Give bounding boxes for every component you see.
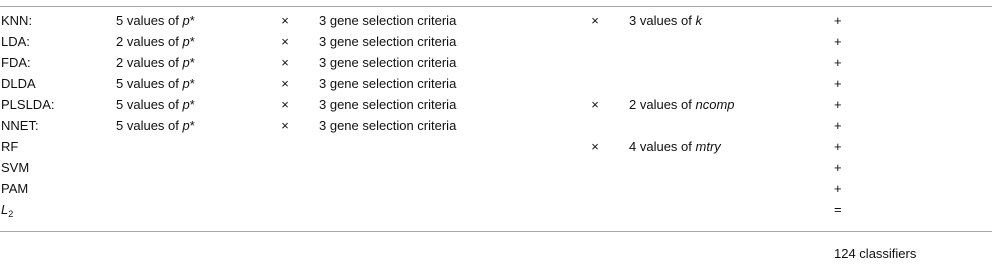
classifier-name: DLDA	[1, 76, 36, 91]
times-sign: ×	[281, 76, 289, 91]
times-sign: ×	[281, 97, 289, 112]
classifier-name: PAM	[1, 181, 29, 196]
p-values-cell: 5 values of p*	[116, 76, 195, 91]
operator-sign: +	[834, 139, 842, 154]
classifier-table	[0, 12, 992, 222]
times-sign: ×	[281, 118, 289, 133]
operator-sign: +	[834, 34, 842, 49]
table-row	[0, 180, 992, 201]
classifier-name: NNET:	[1, 118, 39, 133]
p-values-cell: 5 values of p*	[116, 13, 195, 28]
classifier-name: FDA:	[1, 55, 31, 70]
parameter-values-cell: 2 values of ncomp	[629, 97, 735, 112]
times-sign: ×	[281, 55, 289, 70]
gene-selection-cell: 3 gene selection criteria	[319, 34, 457, 49]
table-row	[0, 138, 992, 159]
classifier-total: 124 classifiers	[834, 246, 917, 261]
table-row	[0, 12, 992, 33]
operator-sign: +	[834, 97, 842, 112]
times-sign: ×	[591, 139, 599, 154]
classifier-name: $L_2$	[1, 202, 14, 219]
operator-sign: +	[834, 76, 842, 91]
operator-sign: +	[834, 55, 842, 70]
parameter-values-cell: 4 values of mtry	[629, 139, 721, 154]
gene-selection-cell: 3 gene selection criteria	[319, 97, 457, 112]
table-row	[0, 117, 992, 138]
table-row	[0, 201, 992, 222]
gene-selection-cell: 3 gene selection criteria	[319, 76, 457, 91]
p-values-cell: 5 values of p*	[116, 97, 195, 112]
times-sign: ×	[591, 97, 599, 112]
classifier-name: KNN:	[1, 13, 33, 28]
p-values-cell: 5 values of p*	[116, 118, 195, 133]
classifier-name: SVM	[1, 160, 30, 175]
table-row	[0, 96, 992, 117]
times-sign: ×	[591, 13, 599, 28]
gene-selection-cell: 3 gene selection criteria	[319, 55, 457, 70]
p-values-cell: 2 values of p*	[116, 55, 195, 70]
classifier-name: LDA:	[1, 34, 30, 49]
equals-sign: =	[834, 202, 842, 217]
top-rule	[0, 6, 992, 7]
table-row	[0, 33, 992, 54]
parameter-values-cell: 3 values of k	[629, 13, 702, 28]
gene-selection-cell: 3 gene selection criteria	[319, 13, 457, 28]
table-row	[0, 75, 992, 96]
operator-sign: +	[834, 13, 842, 28]
table-row	[0, 159, 992, 180]
times-sign: ×	[281, 13, 289, 28]
operator-sign: +	[834, 181, 842, 196]
times-sign: ×	[281, 34, 289, 49]
bottom-rule	[0, 231, 992, 232]
p-values-cell: 2 values of p*	[116, 34, 195, 49]
classifier-name: PLSLDA:	[1, 97, 55, 112]
gene-selection-cell: 3 gene selection criteria	[319, 118, 457, 133]
table-row	[0, 54, 992, 75]
classifier-name: RF	[1, 139, 19, 154]
operator-sign: +	[834, 160, 842, 175]
operator-sign: +	[834, 118, 842, 133]
